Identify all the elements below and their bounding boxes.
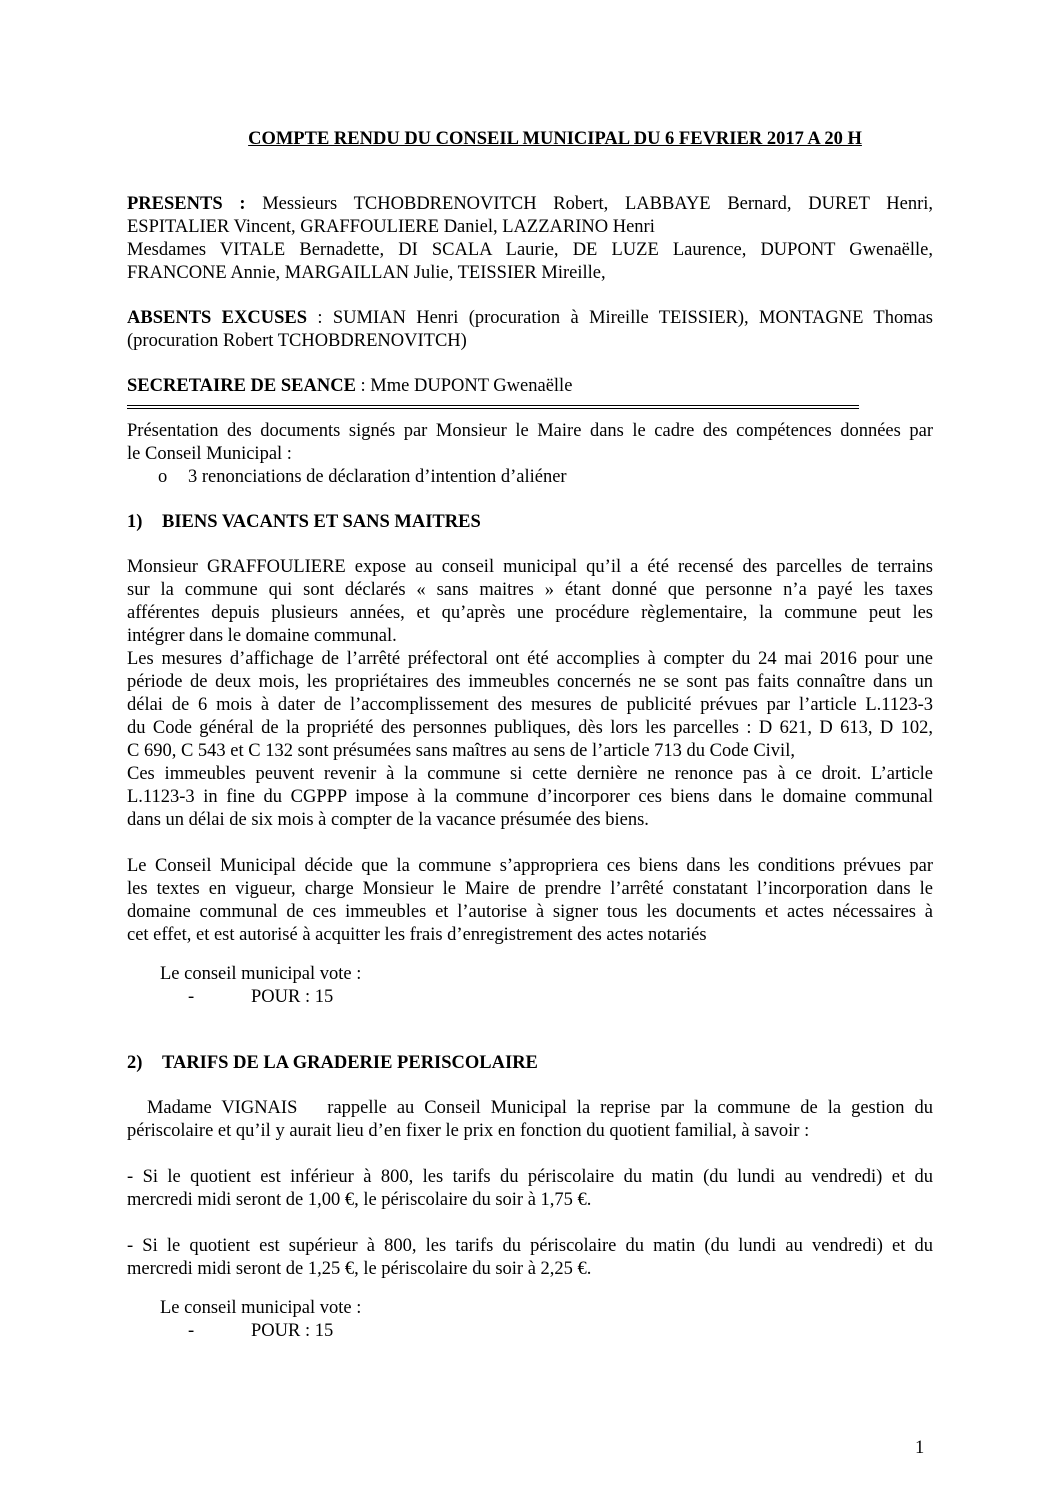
page-title [0, 128, 1058, 151]
s2-vote-dash: - [188, 1321, 195, 1341]
presentation-line-1: Présentation des documents signés par Monsieur le Maire dans le cadre des compétences données par [127, 421, 933, 441]
s2-p1-line-2: périscolaire et qu’il y aurait lieu d’en fixer le prix en fonction du quotient familial, à savoir : [127, 1121, 810, 1141]
s2-vote-result: POUR : 15 [251, 1321, 334, 1341]
section-2-title: TARIFS DE LA GRADERIE PERISCOLAIRE [162, 1053, 538, 1073]
s1-p3-line-1: Ces immeubles peuvent revenir à la commune si cette dernière ne renonce pas à ce droit. L’article [127, 764, 933, 784]
presents-line-3: Mesdames VITALE Bernadette, DI SCALA Laurie, DE LUZE Laurence, DUPONT Gwenaëlle, [127, 240, 933, 260]
absents-text-1: : SUMIAN Henri (procuration à Mireille TEISSIER), MONTAGNE Thomas [317, 308, 933, 328]
presentation-line-2: le Conseil Municipal : [127, 444, 292, 464]
s1-p2-line-1: Les mesures d’affichage de l’arrêté préfectoral ont été accomplies à compter du 24 mai 2016 pour une [127, 649, 933, 669]
s1-p2-line-5: C 690, C 543 et C 132 sont présumées sans maîtres au sens de l’article 713 du Code Civil, [127, 741, 795, 761]
presents-line-1 [127, 193, 933, 216]
s1-p4-line-1: Le Conseil Municipal décide que la commune s’appropriera ces biens dans les conditions prévues par [127, 856, 933, 876]
s1-p4-line-2: les textes en vigueur, charge Monsieur le Maire de prendre l’arrêté constatant l’incorporation dans le [127, 879, 933, 899]
s1-p1-line-3: afférentes depuis plusieurs années, et qu’après une procédure règlementaire, la commune peut les [127, 603, 933, 623]
separator-line-2 [127, 408, 859, 409]
s1-p2-line-3: délai de 6 mois à dater de l’accomplissement des mesures de publicité prévues par l’article L.1123-3 [127, 695, 933, 715]
secretaire-label: SECRETAIRE DE SEANCE [127, 376, 356, 396]
s1-p4-line-3: domaine communal de ces immeubles et l’autorise à signer tous les documents et actes nécessaires à [127, 902, 933, 922]
s1-vote-dash: - [188, 987, 195, 1007]
s2-p2-line-2: mercredi midi seront de 1,00 €, le périscolaire du soir à 1,75 €. [127, 1190, 592, 1210]
s2-vote-label: Le conseil municipal vote : [160, 1298, 362, 1318]
section-1-number: 1) [127, 512, 143, 532]
s1-p1-line-2: sur la commune qui sont déclarés « sans maitres » étant donné que personne n’a payé les taxes [127, 580, 933, 600]
s2-p3-line-1: - Si le quotient est supérieur à 800, les tarifs du périscolaire du matin (du lundi au vendredi) et du [127, 1236, 933, 1256]
s2-p3-line-2: mercredi midi seront de 1,25 €, le périscolaire du soir à 2,25 €. [127, 1259, 592, 1279]
s1-p2-line-2: période de deux mois, les propriétaires des immeubles concernés ne se sont pas faits connaître dans un [127, 672, 933, 692]
page-number: 1 [915, 1438, 925, 1458]
absents-line-1 [127, 307, 933, 330]
presents-line-2: ESPITALIER Vincent, GRAFFOULIERE Daniel, LAZZARINO Henri [127, 217, 655, 237]
s1-p4-line-4: cet effet, et est autorisé à acquitter les frais d’enregistrement des actes notariés [127, 925, 707, 945]
section-1-title: BIENS VACANTS ET SANS MAITRES [162, 512, 481, 532]
section-2-number: 2) [127, 1053, 143, 1073]
s1-vote-result: POUR : 15 [251, 987, 334, 1007]
s1-p3-line-2: L.1123-3 in fine du CGPPP impose à la commune d’incorporer ces biens dans le domaine communal [127, 787, 933, 807]
secretaire-value: : Mme DUPONT Gwenaëlle [360, 376, 573, 396]
separator-line [127, 405, 859, 406]
absents-label: ABSENTS EXCUSES [127, 308, 308, 328]
presents-line-4: FRANCONE Annie, MARGAILLAN Julie, TEISSIER Mireille, [127, 263, 606, 283]
presents-label: PRESENTS : [127, 194, 246, 214]
bullet-item: 3 renonciations de déclaration d’intention d’aliéner [188, 467, 567, 487]
s1-p3-line-3: dans un délai de six mois à compter de la vacance présumée des biens. [127, 810, 649, 830]
secretaire-line [127, 375, 933, 398]
s1-vote-label: Le conseil municipal vote : [160, 964, 362, 984]
section-1-heading [127, 511, 481, 534]
s1-p2-line-4: du Code général de la propriété des personnes publiques, dès lors les parcelles : D 621, D 613, D 102, [127, 718, 933, 738]
s1-p1-line-1: Monsieur GRAFFOULIERE expose au conseil municipal qu’il a été recensé des parcelles de terrains [127, 557, 933, 577]
presents-text-1: Messieurs TCHOBDRENOVITCH Robert, LABBAYE Bernard, DURET Henri, [262, 194, 934, 214]
s1-p1-line-4: intégrer dans le domaine communal. [127, 626, 397, 646]
page-title-text: COMPTE RENDU DU CONSEIL MUNICIPAL DU 6 FEVRIER 2017 A 20 H [248, 129, 862, 149]
s2-p1-line-1: Madame VIGNAIS rappelle au Conseil Municipal la reprise par la commune de la gestion du [127, 1098, 933, 1118]
section-2-heading [127, 1052, 538, 1075]
absents-line-2: (procuration Robert TCHOBDRENOVITCH) [127, 331, 467, 351]
s2-p2-line-1: - Si le quotient est inférieur à 800, les tarifs du périscolaire du matin (du lundi au vendredi) et du [127, 1167, 933, 1187]
bullet-mark: o [158, 467, 168, 487]
